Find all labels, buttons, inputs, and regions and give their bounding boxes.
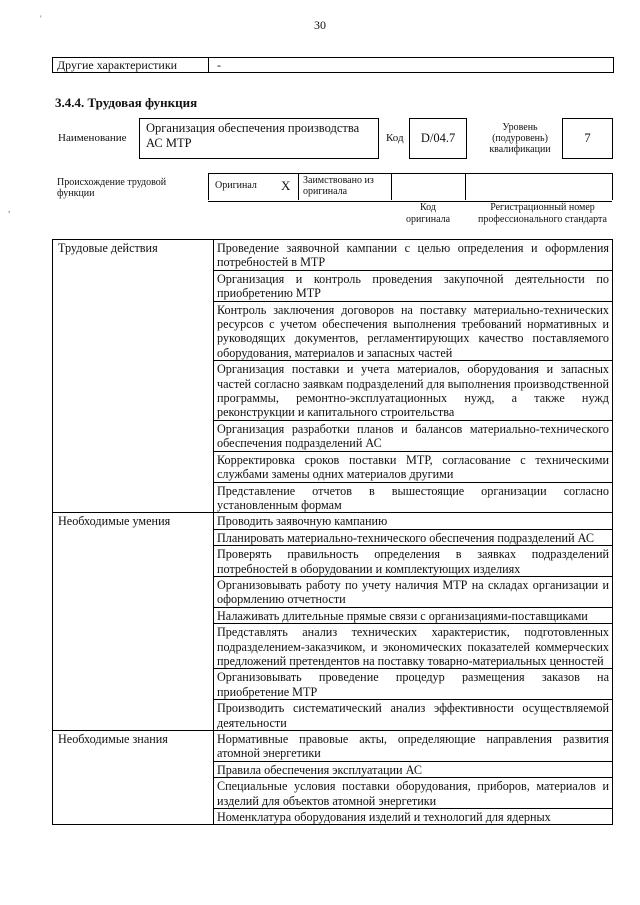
code-origin-caption: Код оригинала [405,202,451,225]
item-cell: Номенклатура оборудования изделий и технологий для ядерных [214,809,613,825]
item-cell: Налаживать длительные прямые связи с организациями-поставщиками [214,607,613,623]
item-cell: Нормативные правовые акты, определяющие направления развития атомной энергетики [214,731,613,762]
divider [208,58,209,72]
scan-mark: ' [40,14,42,24]
code-label: Код [386,132,404,144]
category-cell: Необходимые умения [53,513,214,731]
code-value: D/04.7 [409,118,467,159]
item-cell: Корректировка сроков поставки МТР, согласование с техническими службами замены одних материалов другими [214,451,613,482]
divider [208,173,209,200]
item-cell: Проводить заявочную кампанию [214,513,613,529]
item-cell: Представлять анализ технических характеристик, подготовленных подразделением-заказчиком, и экономических показателей коммерческих предложений претендентов на поставку товарно-материальных ценностей [214,624,613,669]
origin-label: Происхождение трудовой функции [57,177,167,199]
other-characteristics-label: Другие характеристики [57,58,178,72]
divider [298,173,299,200]
item-cell: Организация разработки планов и балансов материально-технического обеспечения подразделений АС [214,420,613,451]
table-row [53,513,613,529]
item-cell: Проведение заявочной кампании с целью определения и оформления потребностей в МТР [214,240,613,271]
table-row [53,240,613,271]
category-cell: Трудовые действия [53,240,214,513]
original-label: Оригинал [215,180,257,191]
origin-box [208,173,612,202]
section-title: 3.4.4. Трудовая функция [55,95,198,110]
category-cell: Необходимые знания [53,731,214,825]
level-value: 7 [562,118,613,159]
borrowed-label: Заимствовано из оригинала [303,175,374,197]
table-row [53,731,613,762]
name-value: Организация обеспечения производства АС МТР [139,118,379,159]
item-cell: Организация поставки и учета материалов, оборудования и запасных частей согласно заявкам подразделений для выполнения производственной программы, ремонтно-эксплуатационных нужд, а также нужд реконструкции и капитального строительства [214,361,613,421]
item-cell: Специальные условия поставки оборудования, приборов, материалов и изделий для объектов атомной энергетики [214,778,613,809]
divider [465,173,466,200]
item-cell: Организация и контроль проведения закупочной деятельности по приобретению МТР [214,270,613,301]
other-characteristics-value: - [217,58,221,72]
divider [612,173,613,200]
original-mark: X [281,178,291,193]
item-cell: Правила обеспечения эксплуатации АС [214,761,613,777]
other-characteristics-row [52,57,614,73]
item-cell: Представление отчетов в вышестоящие организации согласно установленным формам [214,482,613,513]
item-cell: Организовывать проведение процедур размещения заказов на приобретение МТР [214,669,613,700]
item-cell: Контроль заключения договоров на поставку материально-технических ресурсов с учетом обеспечения выполнения требований нормативных и руководящих документов, регламентирующих качество поставляемого оборудования, материалов и запасных частей [214,301,613,361]
scan-mark: , [8,204,11,214]
item-cell: Организовывать работу по учету наличия МТР на складах организации и оформлению отчетности [214,576,613,607]
reg-number-caption: Регистрационный номер профессионального стандарта [478,202,607,225]
labor-function-table [52,239,613,825]
name-label: Наименование [58,132,127,144]
item-cell: Проверять правильность определения в заявках подразделений потребностей в оборудовании и комплектующих изделиях [214,546,613,577]
item-cell: Планировать материально-технического обеспечения подразделений АС [214,529,613,545]
level-label: Уровень (подуровень) квалификации [489,122,551,155]
page-number: 30 [314,18,326,32]
item-cell: Производить систематический анализ эффективности осуществляемой деятельности [214,700,613,731]
divider [391,173,392,200]
